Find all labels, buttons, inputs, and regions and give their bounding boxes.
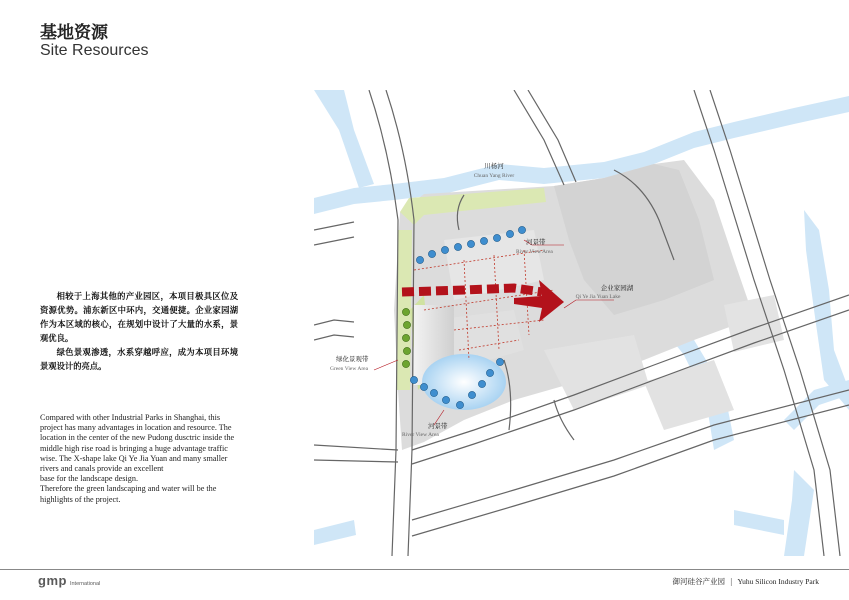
description-en-line-3: Therefore the green landscaping and water will be the (40, 484, 217, 494)
project-name-cn: 御河硅谷产业园 (672, 577, 725, 586)
site-map (314, 90, 849, 556)
label-green-view-en: Green View Area (330, 366, 369, 372)
label-river-view-bottom-cn: 河景带 (428, 422, 448, 430)
blue-marker-b9 (496, 358, 503, 365)
label-river-view-bottom-en: River View Area (402, 432, 439, 438)
label-river-view-top-en: River View Area (516, 249, 553, 255)
label-green-view-cn: 绿化景观带 (336, 355, 369, 363)
blue-marker-b6 (468, 391, 475, 398)
description-en-line-4: highlights of the project. (40, 494, 121, 504)
description-cn-paragraph-2: 绿色景观渗透，水系穿越呼应，成为本项目环境景观设计的亮点。 (40, 347, 238, 371)
footer-project (673, 576, 820, 587)
blue-marker-t7 (493, 234, 500, 241)
description-en-line-2: base for the landscape design. (40, 474, 138, 484)
pond (422, 354, 506, 410)
blue-marker-b4 (442, 396, 449, 403)
blue-marker-t6 (480, 237, 487, 244)
blue-marker-b7 (478, 380, 485, 387)
description-cn (40, 289, 238, 373)
blue-marker-t1 (416, 256, 423, 263)
label-lake-en: Qi Ye Jia Yuan Lake (575, 294, 621, 300)
green-marker-1 (402, 308, 409, 315)
green-marker-3 (402, 334, 409, 341)
label-chuan-yang-cn: 川杨河 (484, 162, 504, 170)
page-title-en: Site Resources (40, 42, 149, 59)
green-marker-4 (403, 347, 410, 354)
page-title-cn: 基地资源 (40, 23, 108, 43)
blue-marker-b3 (430, 389, 437, 396)
blue-marker-b1 (410, 376, 417, 383)
blue-marker-t4 (454, 243, 461, 250)
blue-marker-t8 (506, 230, 513, 237)
green-marker-5 (402, 360, 409, 367)
logo-sub: International (69, 581, 101, 587)
logo-main: gmp (38, 573, 67, 588)
footer-separator: | (730, 577, 733, 586)
blue-marker-t9 (518, 226, 525, 233)
blue-marker-b5 (456, 401, 463, 408)
label-chuan-yang-en: Chuan Yang River (473, 173, 515, 179)
footer-divider (0, 569, 849, 570)
blue-marker-t5 (467, 240, 474, 247)
description-en-line-1: Compared with other Industrial Parks in Shanghai, this project has many advantages in location and resource. The location in the center of the new Pudong dusctric inside the middle high rise road is bringing a huge advantage traffic wise. The X-shape lake Qi Ye Jia Yuan and many smaller rivers and canals provide an excellent (40, 413, 235, 474)
label-lake-cn: 企业家园湖 (600, 284, 634, 292)
blue-marker-b2 (420, 383, 427, 390)
blue-marker-t3 (441, 246, 448, 253)
green-marker-2 (403, 321, 410, 328)
description-en (40, 413, 240, 505)
blue-marker-b8 (486, 369, 493, 376)
project-name-en: Yuhu Silicon Industry Park (737, 577, 819, 586)
blue-marker-t2 (428, 250, 435, 257)
gmp-logo (38, 573, 100, 588)
description-cn-paragraph-1: 相较于上海其他的产业园区，本项目极具区位及资源优势。浦东新区中环内，交通便捷。企业家园湖作为本区域的核心，在规划中设计了大量的水系，景观优良。 (40, 291, 238, 343)
label-river-view-top-cn: 河景带 (526, 238, 546, 246)
